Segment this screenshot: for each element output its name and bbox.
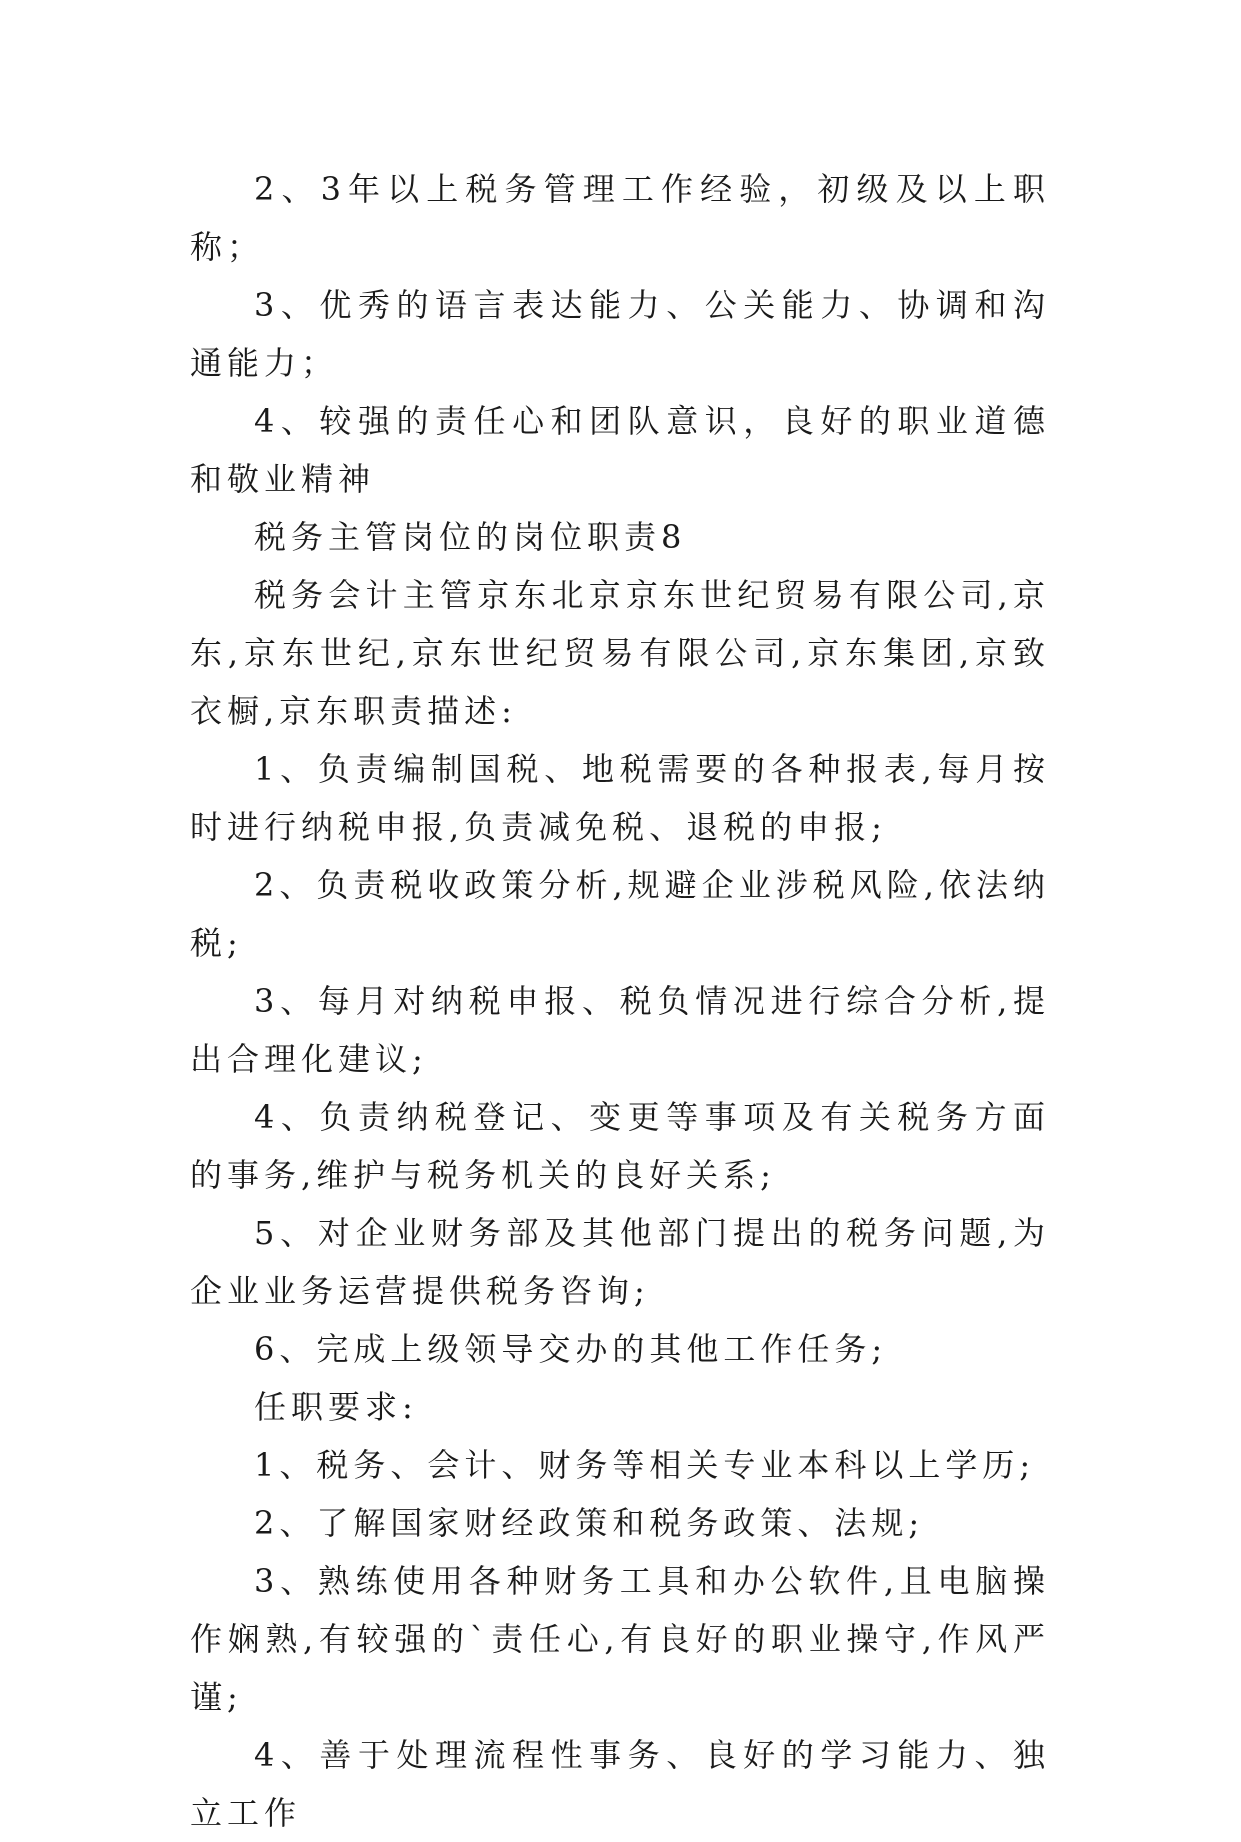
paragraph: 2、了解国家财经政策和税务政策、法规; (254, 1504, 925, 1542)
paragraph: 3、熟练使用各种财务工具和办公软件,且电脑操作娴熟,有较强的`责任心,有良好的职业操守,作风严谨; (190, 1562, 1050, 1716)
paragraph: 4、较强的责任心和团队意识，良好的职业道德和敬业精神 (190, 402, 1050, 498)
paragraph: 3、每月对纳税申报、税负情况进行综合分析,提出合理化建议; (190, 982, 1050, 1078)
section-heading: 税务主管岗位的岗位职责8 (254, 518, 687, 556)
paragraph: 2、3年以上税务管理工作经验，初级及以上职称； (190, 170, 1050, 266)
paragraph: 2、负责税收政策分析,规避企业涉税风险,依法纳税; (190, 866, 1050, 962)
paragraph: 3、优秀的语言表达能力、公关能力、协调和沟通能力； (190, 286, 1050, 382)
paragraph: 4、负责纳税登记、变更等事项及有关税务方面的事务,维护与税务机关的良好关系; (190, 1098, 1050, 1194)
paragraph: 税务会计主管京东北京京东世纪贸易有限公司,京东,京东世纪,京东世纪贸易有限公司,京东集团,京致衣橱,京东职责描述: (190, 576, 1050, 730)
paragraph: 6、完成上级领导交办的其他工作任务; (254, 1330, 888, 1368)
paragraph: 任职要求: (254, 1388, 418, 1426)
paragraph: 4、善于处理流程性事务、良好的学习能力、独立工作 (190, 1736, 1050, 1832)
paragraph: 1、税务、会计、财务等相关专业本科以上学历; (254, 1446, 1036, 1484)
document-body (190, 160, 1050, 1842)
paragraph: 5、对企业财务部及其他部门提出的税务问题,为企业业务运营提供税务咨询; (190, 1214, 1050, 1310)
paragraph: 1、负责编制国税、地税需要的各种报表,每月按时进行纳税申报,负责减免税、退税的申报; (190, 750, 1050, 846)
